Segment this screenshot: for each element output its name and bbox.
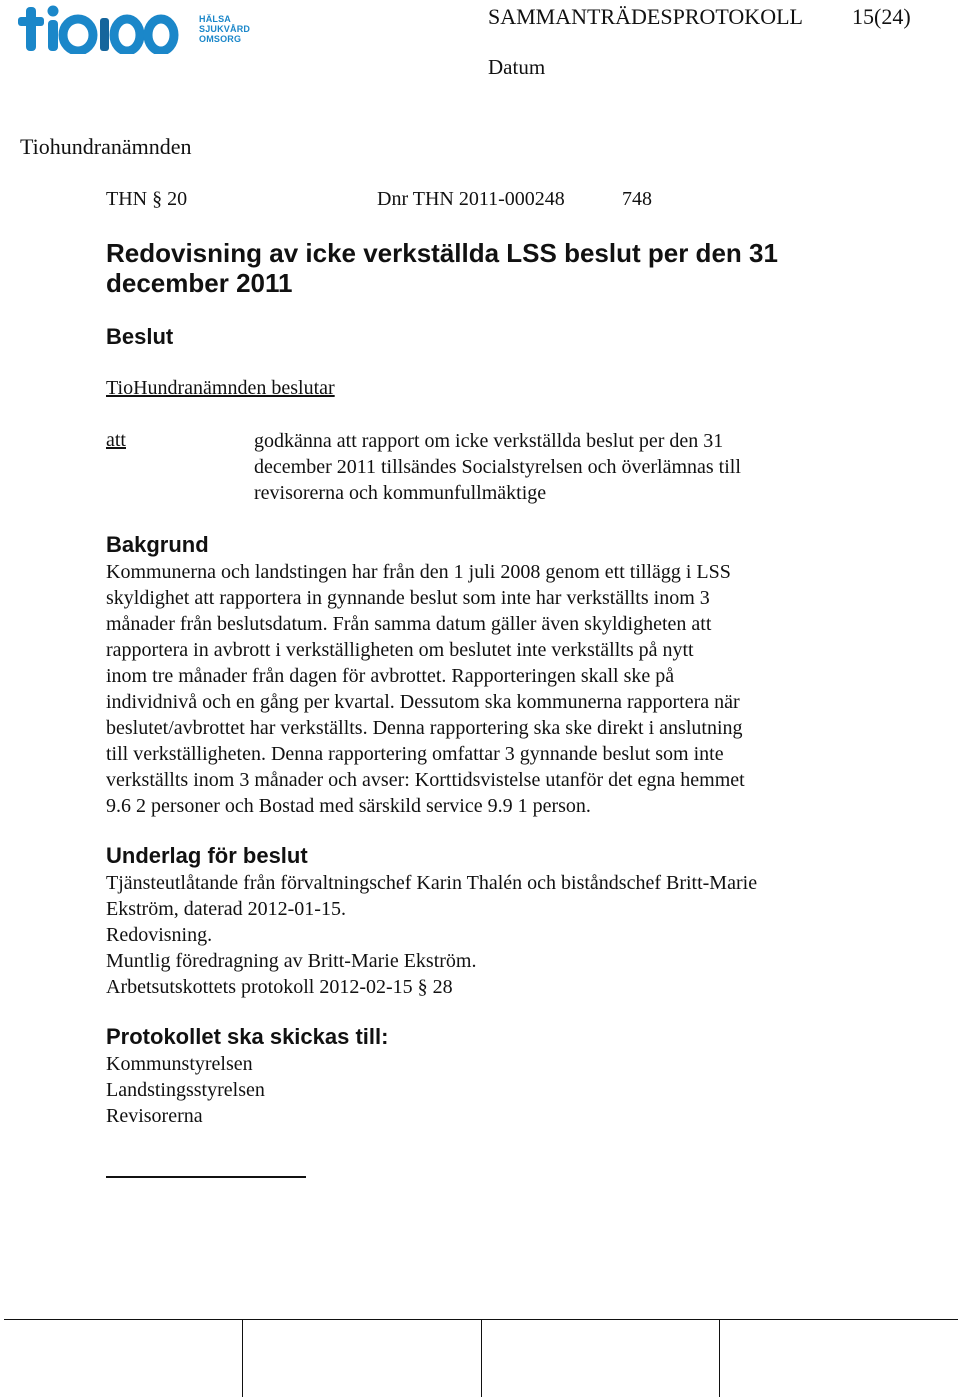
basis-line: Arbetsutskottets protokoll 2012-02-15 § 28 <box>106 976 453 998</box>
background-line: verkställts inom 3 månader och avser: Korttidsvistelse utanför det egna hemmet <box>106 769 745 791</box>
decision-heading: Beslut <box>106 324 174 349</box>
organization-name: Tiohundranämnden <box>20 134 192 159</box>
logo-tagline <box>199 14 250 44</box>
background-text <box>106 559 745 819</box>
decision-text <box>254 428 741 506</box>
date-label: Datum <box>488 55 546 79</box>
recipient-item: Kommunstyrelsen <box>106 1053 253 1075</box>
background-line: månader från beslutsdatum. Från samma datum gäller även skyldigheten att <box>106 613 712 635</box>
document-type: SAMMANTRÄDESPROTOKOLL <box>488 4 803 29</box>
case-dnr: Dnr THN 2011-000248 <box>377 188 565 210</box>
background-line: individnivå och en gång per kvartal. Dessutom ska kommunerna rapportera när <box>106 691 740 713</box>
recipient-item: Revisorerna <box>106 1105 203 1127</box>
logo-letter-t-stem <box>26 7 36 51</box>
logo-letter-o <box>63 19 93 51</box>
background-line: Kommunerna och landstingen har från den 1 juli 2008 genom ett tillägg i LSS <box>106 561 731 583</box>
tio100-logo-mark <box>18 4 198 54</box>
background-line: 9.6 2 personer och Bostad med särskild service 9.9 1 person. <box>106 795 591 817</box>
decision-line: godkänna att rapport om icke verkställda beslut per den 31 <box>254 430 724 452</box>
decision-line: december 2011 tillsändes Socialstyrelsen och överlämnas till <box>254 456 741 478</box>
basis-line: Redovisning. <box>106 924 213 946</box>
basis-line: Tjänsteutlåtande från förvaltningschef Karin Thalén och biståndschef Britt-Marie <box>106 872 758 894</box>
att-label: att <box>106 429 126 451</box>
basis-line: Muntlig föredragning av Britt-Marie Ekström. <box>106 950 477 972</box>
logo-digit-0-a <box>114 19 140 51</box>
background-line: skyldighet att rapportera in gynnande beslut som inte har verkställts inom 3 <box>106 587 710 609</box>
recipient-item: Landstingsstyrelsen <box>106 1079 265 1101</box>
tio100-logo <box>18 4 251 54</box>
background-heading: Bakgrund <box>106 532 209 557</box>
recipients-list <box>106 1051 265 1129</box>
logo-tagline-2: SJUKVÅRD <box>199 24 251 34</box>
decision-line: revisorerna och kommunfullmäktige <box>254 482 547 504</box>
signature-line <box>106 1176 306 1178</box>
recipients-heading: Protokollet ska skickas till: <box>106 1024 389 1049</box>
logo-letter-t-bar <box>18 17 44 26</box>
footer-column-divider <box>481 1320 482 1397</box>
logo-letter-i <box>48 20 58 51</box>
background-line: inom tre månader från dagen för avbrottet. Rapporteringen skall ske på <box>106 665 675 687</box>
footer-column-divider <box>719 1320 720 1397</box>
case-paragraph: THN § 20 <box>106 188 188 210</box>
page-title: Redovisning av icke verkställda LSS beslut per den 31 december 2011 <box>106 238 778 298</box>
logo-digit-0-b <box>148 19 174 51</box>
basis-line: Ekström, daterad 2012-01-15. <box>106 898 346 920</box>
footer-column-divider <box>242 1320 243 1397</box>
basis-text <box>106 870 757 1000</box>
background-line: rapportera in avbrott i verkställigheten om beslutet inte verkställts på nytt <box>106 639 694 661</box>
logo-digit-1 <box>100 18 109 51</box>
case-number: 748 <box>622 188 652 210</box>
logo-letter-i-dot <box>48 6 59 17</box>
background-line: till verkställigheten. Denna rapportering omfattar 3 gynnande beslut som inte <box>106 743 724 765</box>
logo-tagline-1: HÄLSA <box>199 14 231 24</box>
basis-heading: Underlag för beslut <box>106 843 308 868</box>
background-line: beslutet/avbrottet har verkställts. Denna rapportering ska ske direkt i anslutning <box>106 717 743 739</box>
page-number: 15(24) <box>852 4 911 29</box>
decision-subheading: TioHundranämnden beslutar <box>106 377 335 399</box>
logo-tagline-3: OMSORG <box>199 34 242 44</box>
